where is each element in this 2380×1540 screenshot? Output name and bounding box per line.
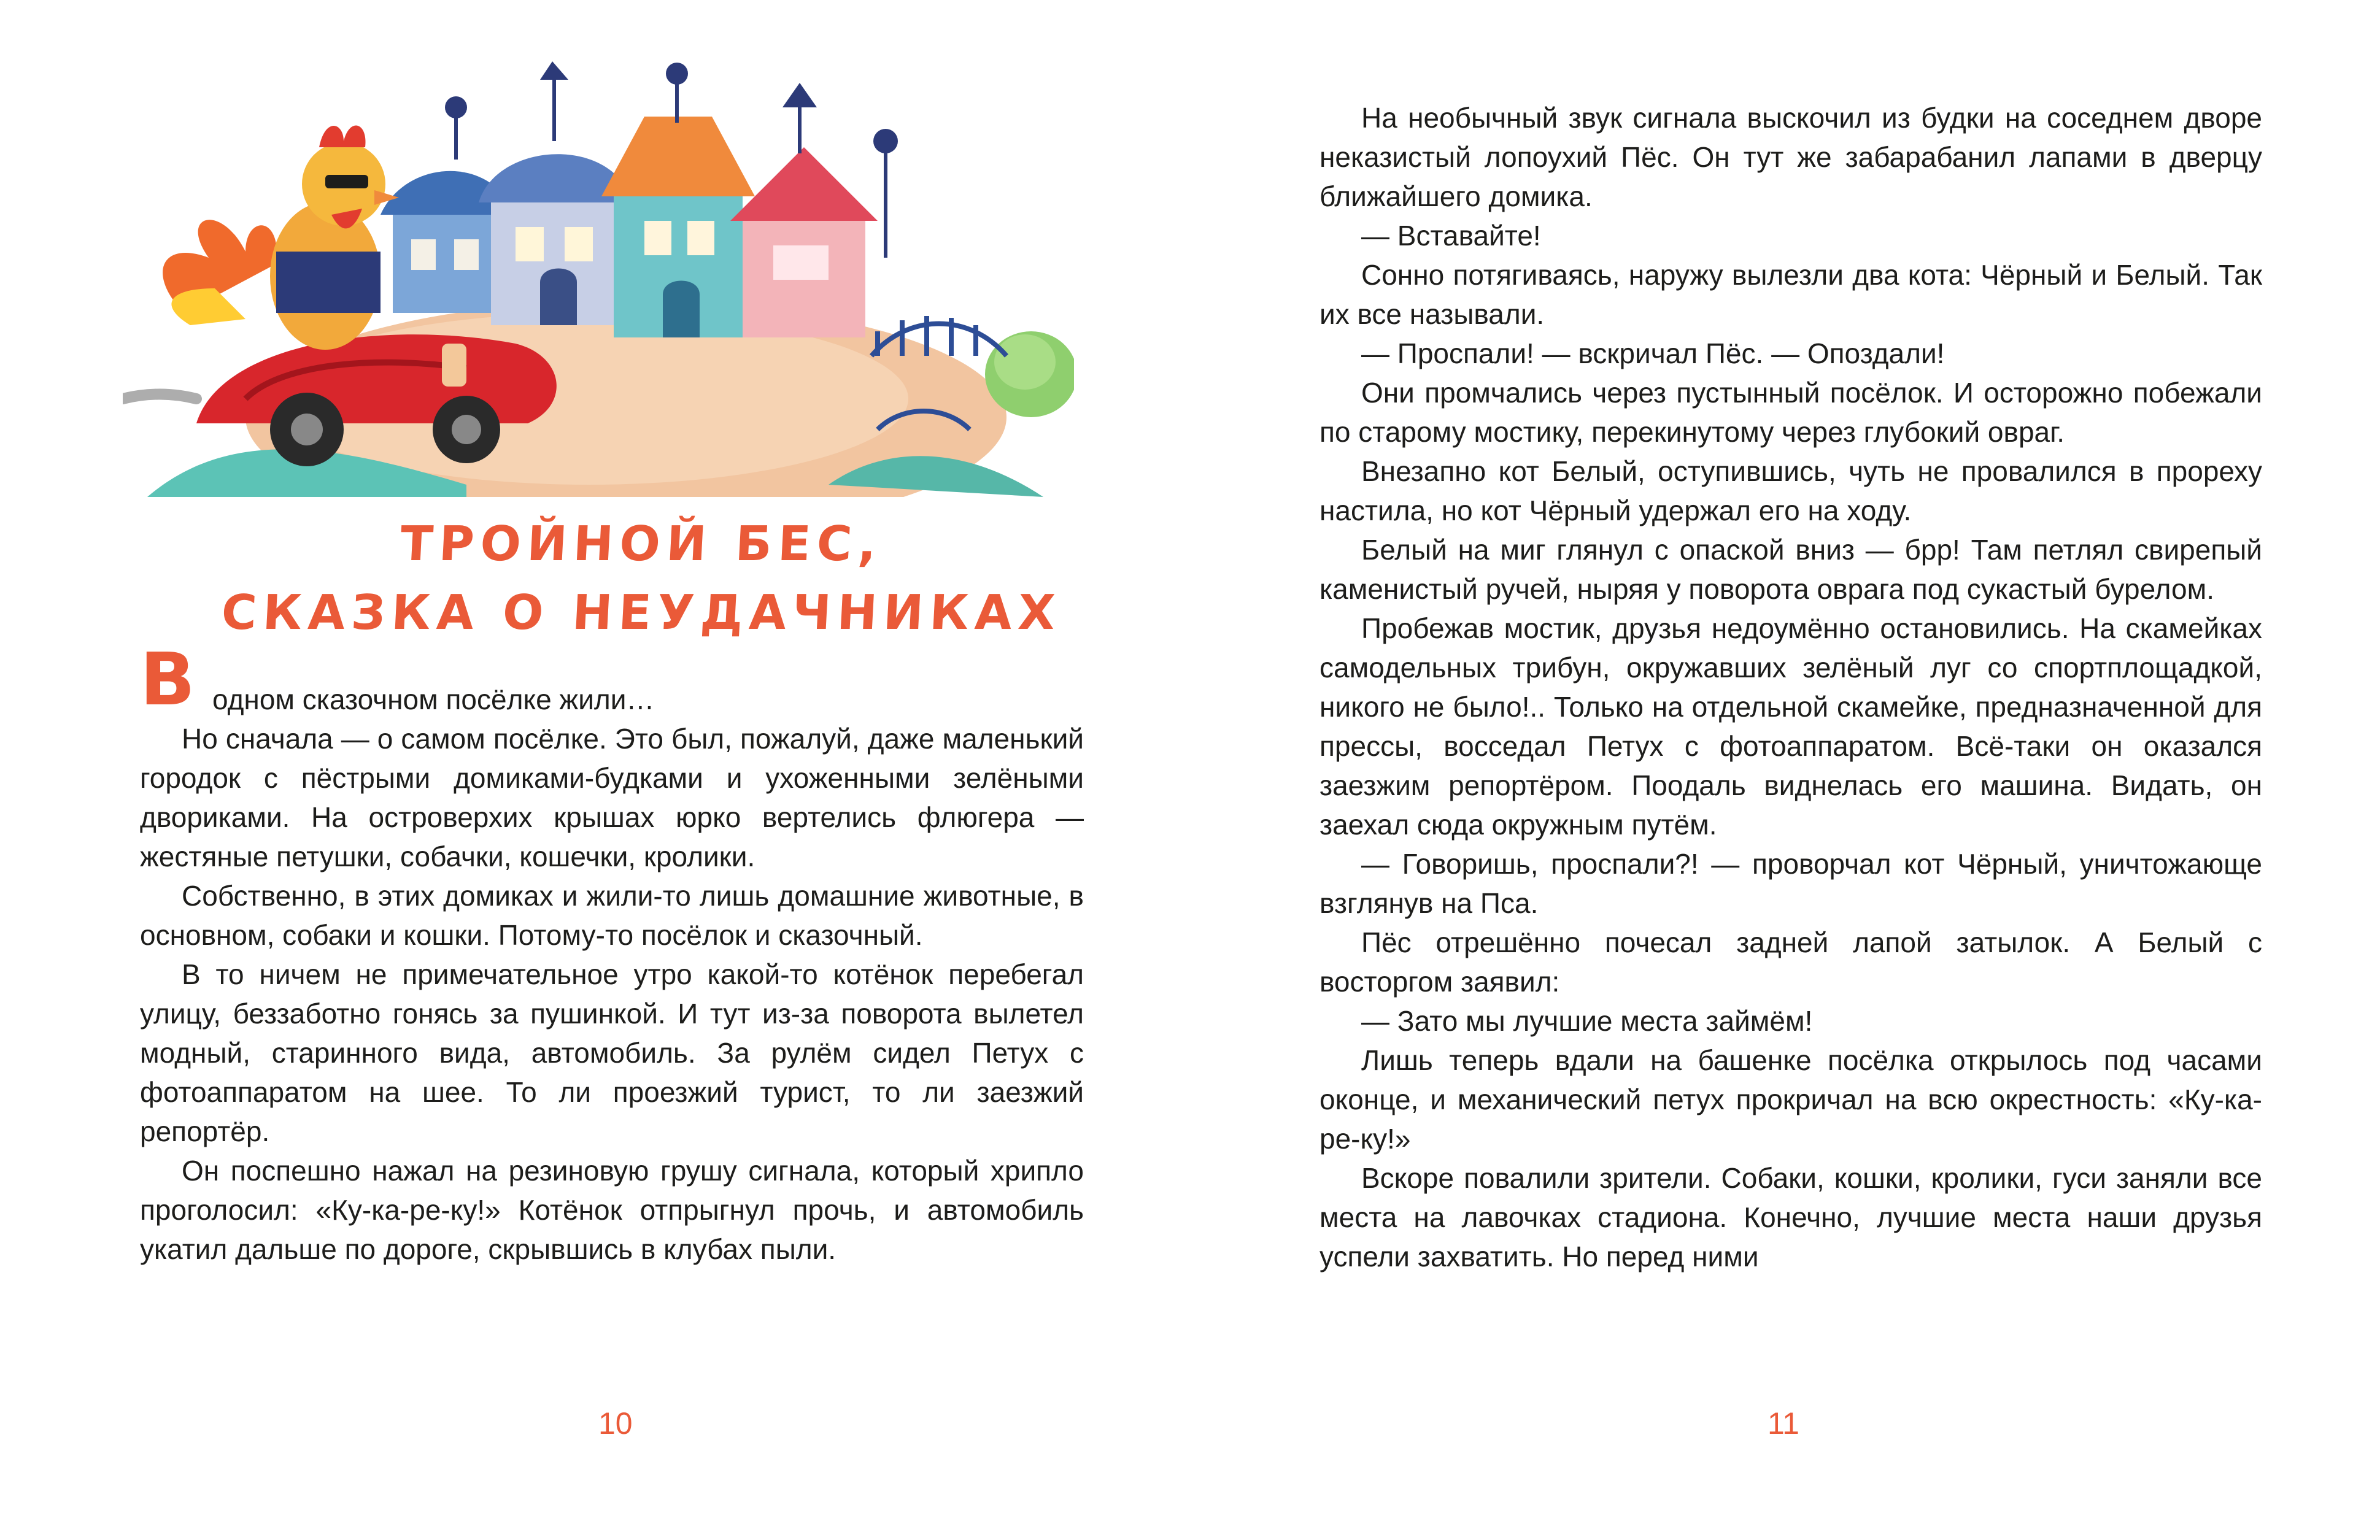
bush-right-2	[994, 334, 1056, 390]
paragraph: — Проспали! — вскричал Пёс. — Опоздали!	[1361, 337, 1945, 369]
paragraph: Он поспешно нажал на резиновую грушу сигнала, который хрипло проголосил: «Ку-ка-ре-ку!» Котёнок отпрыгнул прочь, и автомобиль укатил дальше по дороге, скрывшись в клубах пыли.	[140, 1155, 1084, 1265]
paragraph: — Зато мы лучшие места займём!	[1361, 1005, 1813, 1037]
page-number: 11	[1768, 1406, 1799, 1441]
page-number: 10	[598, 1406, 633, 1441]
story-title-line2: СКАЗКА О НЕУДАЧНИКАХ	[220, 585, 1063, 641]
story-title-line1: ТРОЙНОЙ БЕС,	[398, 517, 884, 572]
drop-cap: В	[140, 637, 195, 722]
paragraph: Вскоре повалили зрители. Собаки, кошки, кролики, гуси заняли все места на лавочках стадиона. Конечно, лучшие места наши друзья успели захватить. Но перед ними	[1319, 1162, 2262, 1272]
paragraph: Лишь теперь вдали на башенке посёлка открылось под часами оконце, и механический петух прокричал на всю окрестность: «Ку-ка-ре-ку!»	[1319, 1044, 2262, 1155]
right-page-text	[1319, 98, 2262, 1276]
house-3	[601, 117, 755, 337]
paragraph: Пёс отрешённо почесал задней лапой затылок. А Белый с восторгом заявил:	[1319, 926, 2262, 998]
paragraph: Собственно, в этих домиках и жили-то лишь домашние животные, в основном, собаки и кошки. Потому-то посёлок и сказочный.	[140, 880, 1084, 951]
paragraph: — Говоришь, проспали?! — проворчал кот Чёрный, уничтожающе взглянув на Пса.	[1319, 848, 2262, 919]
paragraph: В то ничем не примечательное утро какой-то котёнок перебегал улицу, беззаботно гонясь за пушинкой. И тут из-за поворота вылетел модный, старинного вида, автомобиль. За рулём сидел Петух с фотоаппаратом на шее. То ли проезжий турист, то ли заезжий репортёр.	[140, 958, 1084, 1147]
paragraph: Сонно потягиваясь, наружу вылезли два кота: Чёрный и Белый. Так их все называли.	[1319, 259, 2262, 330]
dust-streak	[123, 395, 196, 399]
paragraph: Белый на миг глянул с опаской вниз — брр! Там петлял свирепый каменистый ручей, ныряя у поворота оврага под сукастый бурелом.	[1319, 534, 2262, 605]
left-page-text	[140, 637, 1084, 1269]
paragraph: Но сначала — о самом посёлке. Это был, пожалуй, даже маленький городок с пёстрыми домиками-будками и ухоженными зелёными двориками. На островерхих крышах юрко вертелись флюгера — жестяные петушки, собачки, кошечки, кролики.	[140, 723, 1084, 872]
paragraph: Пробежав мостик, друзья недоумённо остановились. На скамейках самодельных трибун, окружавших зелёный луг со спортплощадкой, никого не было!.. Только на отдельной скамейке, предназначенной для прессы, восседал Петух с фотоаппаратом. Всё-таки он оказался заезжим репортёром. Поодаль виднелась его машина. Видать, он заехал сюда окружным путём.	[1319, 612, 2262, 841]
paragraph: — Вставайте!	[1361, 220, 1541, 252]
rooster-car-illustration	[123, 55, 1074, 497]
rooster-icon	[163, 126, 399, 350]
paragraph: Они промчались через пустынный посёлок. И осторожно побежали по старому мостику, перекинутому через глубокий овраг.	[1319, 377, 2262, 448]
house-4	[730, 147, 878, 337]
first-line	[140, 637, 1084, 722]
house-2	[479, 154, 632, 325]
paragraph: Внезапно кот Белый, оступившись, чуть не провалился в прореху настила, но кот Чёрный удержал его на ходу.	[1319, 455, 2262, 526]
paragraph: На необычный звук сигнала выскочил из будки на соседнем дворе неказистый лопоухий Пёс. Он тут же забарабанил лапами в дверцу ближайшего домика.	[1319, 102, 2262, 212]
first-line-text: одном сказочном посёлке жили…	[212, 683, 655, 715]
